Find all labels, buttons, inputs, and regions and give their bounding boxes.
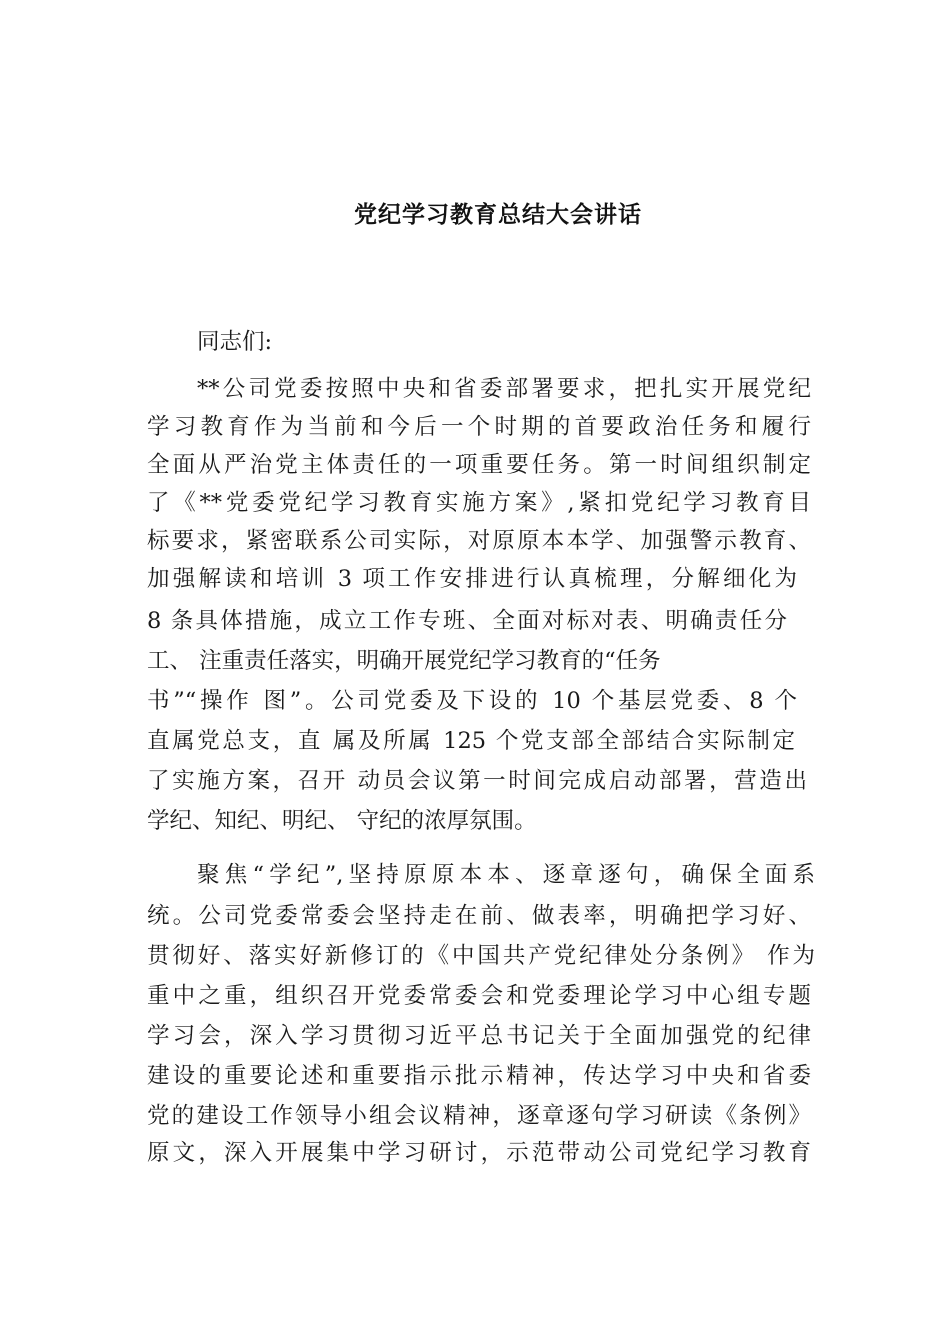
- paragraph-line: 了实施方案，召开 动员会议第一时间完成启动部署，营造出: [147, 768, 807, 794]
- paragraph-line: 聚焦“学纪”,坚持原原本本、逐章逐句，确保全面系: [197, 862, 815, 888]
- paragraph-line: 学习会，深入学习贯彻习近平总书记关于全面加强党的纪律: [147, 1023, 811, 1049]
- document-title: 党纪学习教育总结大会讲话: [354, 202, 642, 228]
- paragraph-line: 直属党总支，直 属及所属 125 个党支部全部结合实际制定: [147, 728, 795, 754]
- paragraph-line: 工、 注重责任落实，明确开展党纪学习教育的“任务: [147, 648, 661, 674]
- paragraph-line: 学习教育作为当前和今后一个时期的首要政治任务和履行: [147, 414, 811, 440]
- paragraph-line: 原文，深入开展集中学习研讨，示范带动公司党纪学习教育: [147, 1140, 811, 1166]
- paragraph-line: 学纪、知纪、明纪、 守纪的浓厚氛围。: [147, 808, 537, 834]
- paragraph-line: 8 条具体措施，成立工作专班、全面对标对表、明确责任分: [147, 608, 787, 634]
- paragraph-line: 书”“操作 图”。公司党委及下设的 10 个基层党委、8 个: [147, 688, 797, 714]
- paragraph-line: 重中之重，组织召开党委常委会和党委理论学习中心组专题: [147, 983, 811, 1009]
- paragraph-line: 了《**党委党纪学习教育实施方案》,紧扣党纪学习教育目: [147, 490, 811, 516]
- paragraph-line: 全面从严治党主体责任的一项重要任务。第一时间组织制定: [147, 452, 811, 478]
- paragraph-line: 建设的重要论述和重要指示批示精神，传达学习中央和省委: [147, 1063, 811, 1089]
- paragraph-line: 统。公司党委常委会坚持走在前、做表率，明确把学习好、: [147, 903, 811, 929]
- paragraph-line: **公司党委按照中央和省委部署要求，把扎实开展党纪: [197, 376, 811, 402]
- paragraph-line: 标要求，紧密联系公司实际，对原原本本学、加强警示教育、: [147, 528, 811, 554]
- paragraph-line: 贯彻好、落实好新修订的《中国共产党纪律处分条例》 作为: [147, 943, 815, 969]
- paragraph-line: 加强解读和培训 3 项工作安排进行认真梳理，分解细化为: [147, 566, 797, 592]
- salutation: 同志们:: [197, 329, 273, 355]
- paragraph-line: 党的建设工作领导小组会议精神，逐章逐句学习研读《条例》: [147, 1103, 811, 1129]
